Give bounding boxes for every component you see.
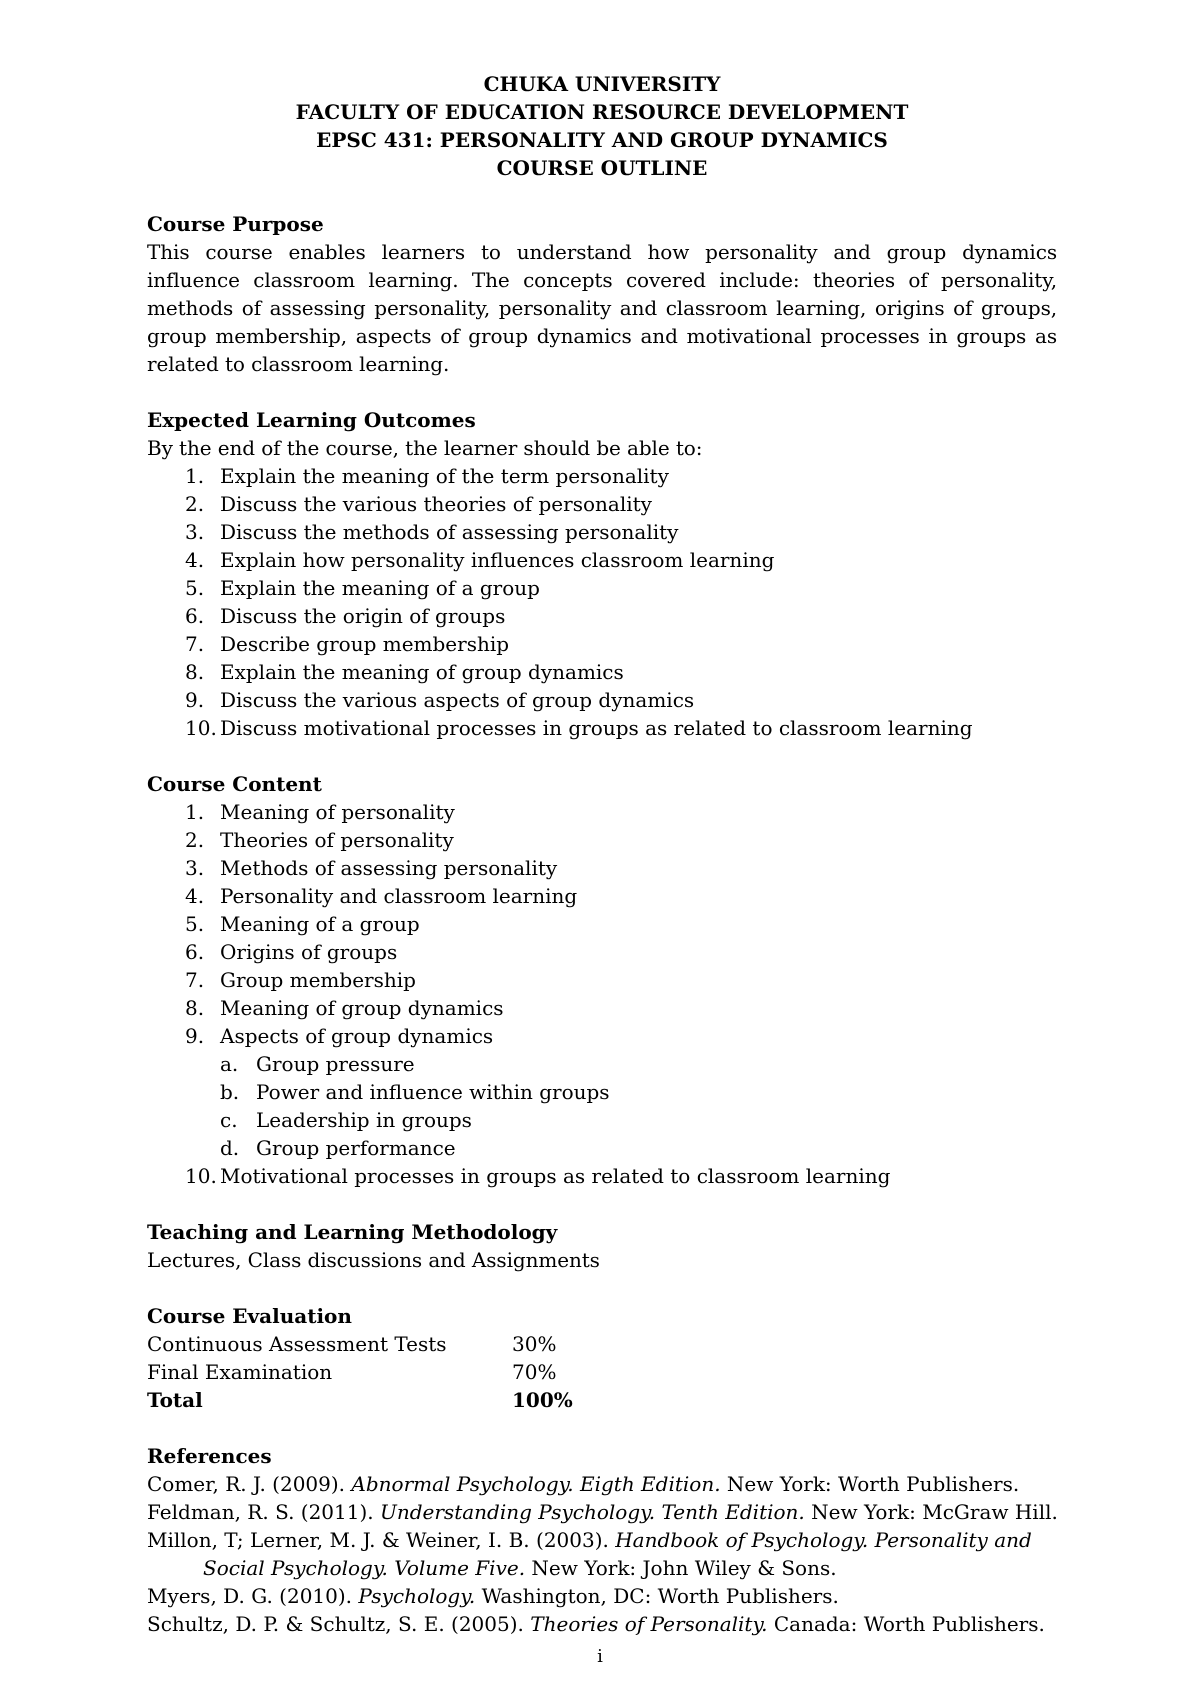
course-title: EPSC 431: PERSONALITY AND GROUP DYNAMICS: [316, 128, 888, 152]
list-item: 1. Explain the meaning of the term personality: [185, 464, 669, 488]
list-item: 6. Origins of groups: [185, 940, 398, 964]
reference-entry: Comer, R. J. (2009). Abnormal Psychology. Eigth Edition. New York: Worth Publishers.: [147, 1472, 1020, 1496]
list-item: 5. Meaning of a group: [185, 912, 420, 936]
list-item: 7. Describe group membership: [185, 632, 510, 656]
evaluation-label: Final Examination: [147, 1360, 333, 1384]
evaluation-heading: Course Evaluation: [147, 1304, 352, 1328]
document-title: COURSE OUTLINE: [496, 156, 708, 180]
list-item: 10. Discuss motivational processes in groups as related to classroom learning: [185, 716, 973, 740]
list-item: 3. Methods of assessing personality: [185, 856, 558, 880]
list-item: 9. Discuss the various aspects of group dynamics: [185, 688, 695, 712]
list-item: 7. Group membership: [185, 968, 416, 992]
evaluation-row: [147, 1330, 1057, 1358]
purpose-heading: Course Purpose: [147, 212, 324, 236]
list-item: 5. Explain the meaning of a group: [185, 576, 540, 600]
sub-list-item: b. Power and influence within groups: [220, 1080, 610, 1104]
reference-entry: Feldman, R. S. (2011). Understanding Psychology. Tenth Edition. New York: McGraw Hill.: [147, 1500, 1058, 1524]
references-heading: References: [147, 1444, 272, 1468]
content-heading: Course Content: [147, 772, 322, 796]
evaluation-total-row: [147, 1386, 1057, 1414]
list-item: 4. Explain how personality influences classroom learning: [185, 548, 775, 572]
faculty-name: FACULTY OF EDUCATION RESOURCE DEVELOPMENT: [295, 100, 909, 124]
methodology-text: Lectures, Class discussions and Assignments: [147, 1248, 600, 1272]
reference-entry: Millon, T; Lerner, M. J. & Weiner, I. B. (2003). Handbook of Psychology. Personality and: [147, 1528, 1032, 1552]
page-number: i: [597, 1646, 603, 1667]
list-item: 10. Motivational processes in groups as related to classroom learning: [185, 1164, 891, 1188]
evaluation-label: Continuous Assessment Tests: [147, 1332, 447, 1356]
reference-entry: Schultz, D. P. & Schultz, S. E. (2005). Theories of Personality. Canada: Worth Publishers.: [147, 1612, 1045, 1636]
evaluation-value: 70%: [512, 1360, 557, 1384]
content-list-end: [147, 1162, 1057, 1190]
list-item: 3. Discuss the methods of assessing personality: [185, 520, 679, 544]
sub-list-item: c. Leadership in groups: [220, 1108, 472, 1132]
purpose-text: This course enables learners to understand how personality and group dynamics influence classroom learning. The concepts covered include: theories of personality, methods of assessing personality, personality and classroom learning, origins of groups, group membership, aspects of group dynamics and motivational processes in groups as related to classroom learning.: [147, 240, 1057, 376]
list-item: 8. Explain the meaning of group dynamics: [185, 660, 624, 684]
content-sublist: [147, 1050, 1057, 1162]
list-item: 9. Aspects of group dynamics: [185, 1024, 494, 1048]
list-item: 2. Discuss the various theories of personality: [185, 492, 652, 516]
evaluation-row: [147, 1358, 1057, 1386]
title-block: [147, 70, 1057, 182]
outcomes-heading: Expected Learning Outcomes: [147, 408, 476, 432]
reference-entry-continued: Social Psychology. Volume Five. New York: John Wiley & Sons.: [203, 1556, 837, 1580]
university-name: CHUKA UNIVERSITY: [483, 72, 721, 96]
document-page: [147, 70, 1057, 1638]
sub-list-item: d. Group performance: [220, 1136, 456, 1160]
reference-entry: Myers, D. G. (2010). Psychology. Washington, DC: Worth Publishers.: [147, 1584, 839, 1608]
evaluation-total-label: Total: [147, 1388, 203, 1412]
methodology-heading: Teaching and Learning Methodology: [147, 1220, 558, 1244]
outcomes-list: [147, 462, 1057, 742]
list-item: 4. Personality and classroom learning: [185, 884, 578, 908]
content-list: [147, 798, 1057, 1050]
list-item: 2. Theories of personality: [185, 828, 454, 852]
evaluation-total-value: 100%: [512, 1388, 573, 1412]
sub-list-item: a. Group pressure: [220, 1052, 415, 1076]
list-item: 6. Discuss the origin of groups: [185, 604, 506, 628]
list-item: 1. Meaning of personality: [185, 800, 455, 824]
outcomes-intro: By the end of the course, the learner should be able to:: [147, 436, 703, 460]
evaluation-value: 30%: [512, 1332, 557, 1356]
list-item: 8. Meaning of group dynamics: [185, 996, 504, 1020]
